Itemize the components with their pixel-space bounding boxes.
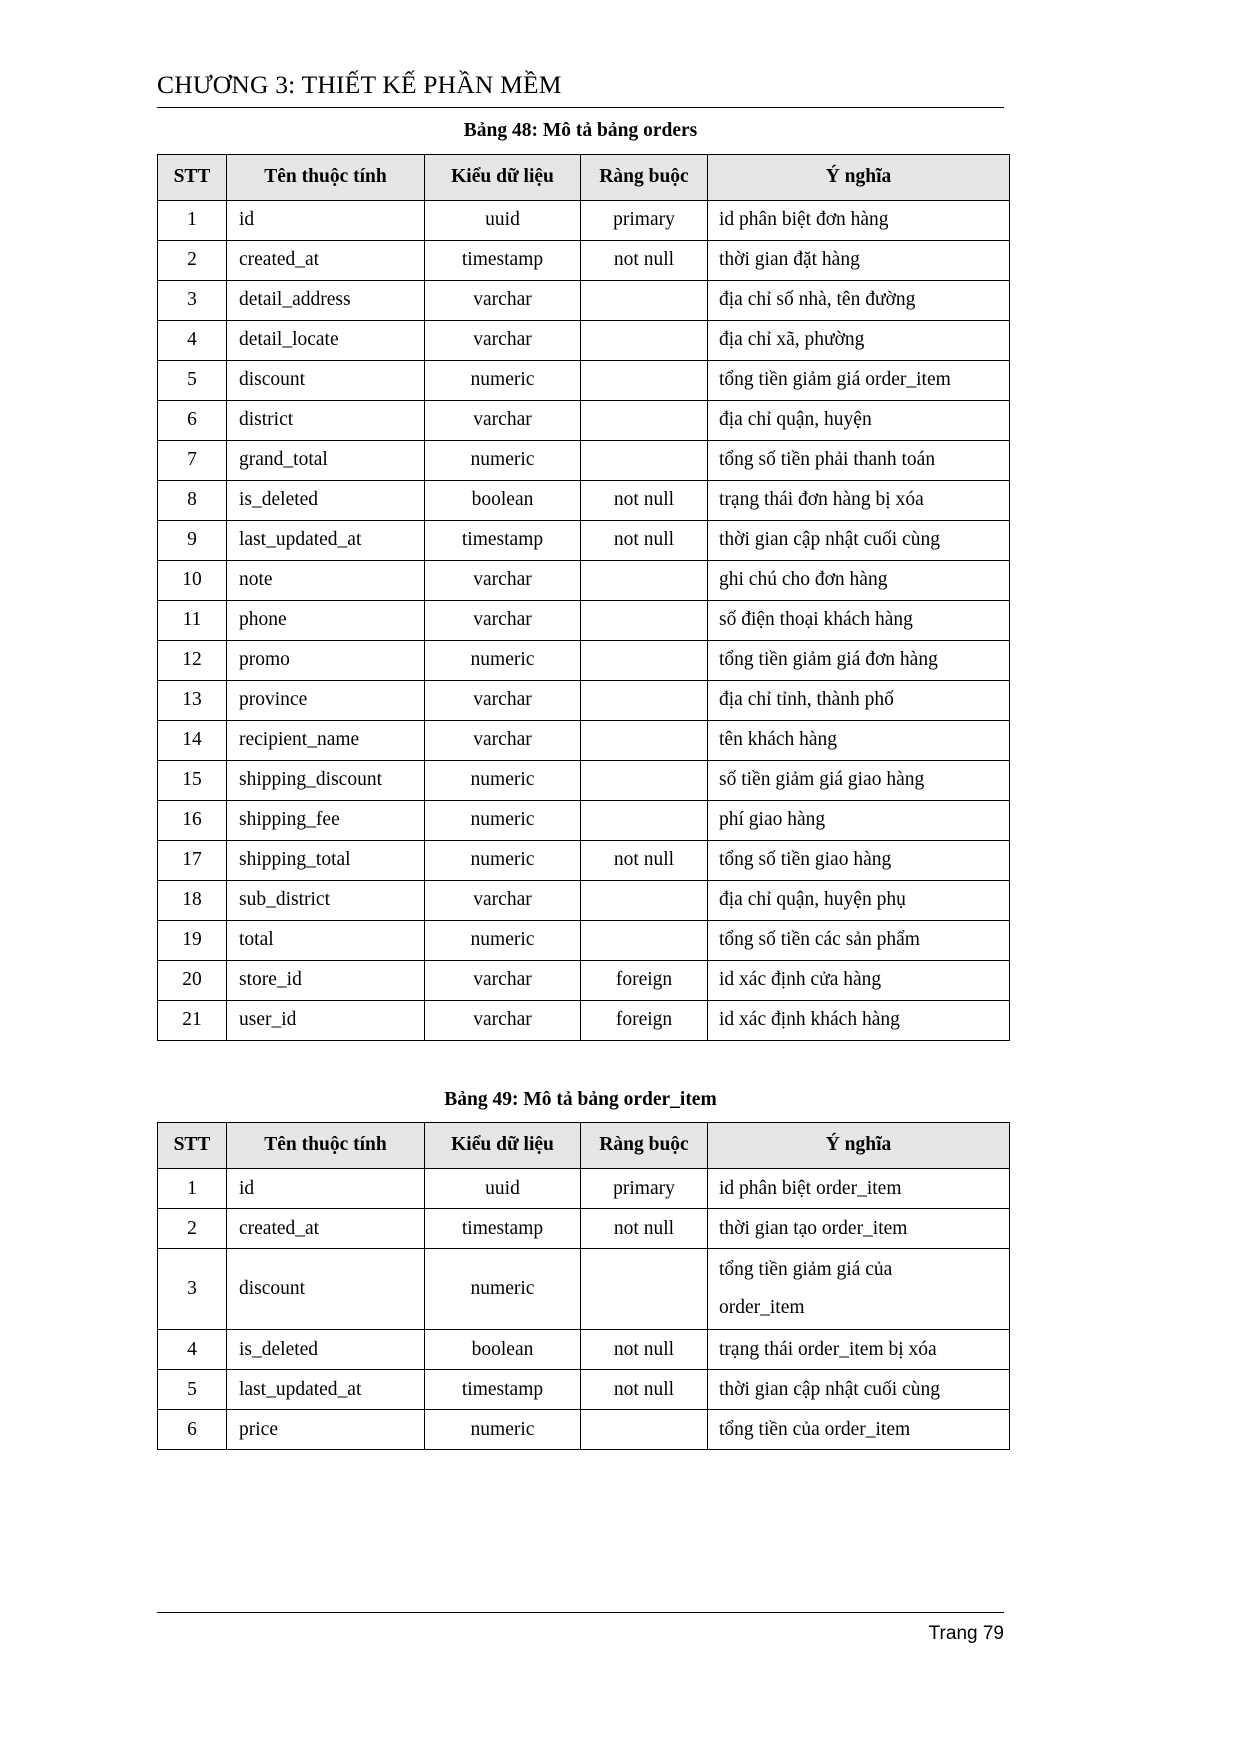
cell-attribute-name: discount (227, 1249, 425, 1330)
table-row (158, 1249, 1010, 1330)
cell-meaning: trạng thái đơn hàng bị xóa (708, 480, 1010, 520)
cell-stt: 6 (158, 1410, 227, 1450)
cell-attribute-name: id (227, 200, 425, 240)
page-footer (157, 1612, 1004, 1645)
cell-constraint (581, 800, 708, 840)
cell-stt: 5 (158, 360, 227, 400)
cell-constraint (581, 360, 708, 400)
table-row (158, 1209, 1010, 1249)
cell-stt: 19 (158, 920, 227, 960)
column-header-data-type: Kiểu dữ liệu (425, 154, 581, 200)
cell-meaning: tổng tiền giảm giá đơn hàng (708, 640, 1010, 680)
cell-attribute-name: last_updated_at (227, 520, 425, 560)
table-row (158, 280, 1010, 320)
cell-data-type: numeric (425, 640, 581, 680)
table-caption-48: Bảng 48: Mô tả bảng orders (463, 120, 698, 142)
column-header-stt: STT (158, 154, 227, 200)
column-header-stt: STT (158, 1123, 227, 1169)
cell-constraint (581, 1249, 708, 1330)
cell-constraint (581, 880, 708, 920)
cell-data-type: numeric (425, 800, 581, 840)
cell-meaning: tổng tiền của order_item (708, 1410, 1010, 1450)
cell-attribute-name: promo (227, 640, 425, 680)
cell-data-type: varchar (425, 880, 581, 920)
cell-attribute-name: district (227, 400, 425, 440)
cell-data-type: numeric (425, 360, 581, 400)
cell-meaning: địa chỉ số nhà, tên đường (708, 280, 1010, 320)
cell-meaning: thời gian cập nhật cuối cùng (708, 1370, 1010, 1410)
cell-data-type: timestamp (425, 1370, 581, 1410)
cell-constraint (581, 1410, 708, 1450)
cell-meaning: thời gian cập nhật cuối cùng (708, 520, 1010, 560)
cell-data-type: numeric (425, 760, 581, 800)
cell-data-type: varchar (425, 680, 581, 720)
cell-attribute-name: shipping_fee (227, 800, 425, 840)
cell-attribute-name: phone (227, 600, 425, 640)
cell-meaning: tổng số tiền các sản phẩm (708, 920, 1010, 960)
orders-table-body (158, 200, 1010, 1040)
table-row (158, 240, 1010, 280)
cell-meaning: id xác định cửa hàng (708, 960, 1010, 1000)
table-row (158, 720, 1010, 760)
cell-data-type: varchar (425, 280, 581, 320)
cell-data-type: numeric (425, 920, 581, 960)
cell-meaning: ghi chú cho đơn hàng (708, 560, 1010, 600)
cell-stt: 20 (158, 960, 227, 1000)
cell-meaning: phí giao hàng (708, 800, 1010, 840)
cell-data-type: boolean (425, 480, 581, 520)
cell-data-type: numeric (425, 1249, 581, 1330)
cell-constraint: not null (581, 480, 708, 520)
running-header: CHƯƠNG 3: THIẾT KẾ PHẦN MỀM (157, 70, 562, 99)
table-row (158, 440, 1010, 480)
cell-stt: 3 (158, 280, 227, 320)
header-divider (157, 107, 1004, 108)
cell-constraint (581, 760, 708, 800)
cell-constraint: not null (581, 1209, 708, 1249)
cell-constraint (581, 640, 708, 680)
cell-attribute-name: created_at (227, 1209, 425, 1249)
cell-stt: 14 (158, 720, 227, 760)
table-row (158, 920, 1010, 960)
cell-meaning-line: order_item (719, 1297, 805, 1319)
cell-data-type: numeric (425, 840, 581, 880)
cell-attribute-name: user_id (227, 1000, 425, 1040)
column-header-data-type: Kiểu dữ liệu (425, 1123, 581, 1169)
column-header-meaning: Ý nghĩa (708, 1123, 1010, 1169)
cell-meaning: tổng tiền giảm giá order_item (708, 360, 1010, 400)
cell-stt: 21 (158, 1000, 227, 1040)
footer-divider (157, 1612, 1004, 1613)
cell-meaning: địa chỉ tỉnh, thành phố (708, 680, 1010, 720)
table-header-row (158, 154, 1010, 200)
table-row (158, 480, 1010, 520)
cell-stt: 4 (158, 320, 227, 360)
orders-table-head (158, 154, 1010, 200)
cell-stt: 12 (158, 640, 227, 680)
cell-meaning: tên khách hàng (708, 720, 1010, 760)
cell-stt: 8 (158, 480, 227, 520)
table-header-row (158, 1123, 1010, 1169)
cell-data-type: varchar (425, 720, 581, 760)
table-row (158, 200, 1010, 240)
cell-data-type: numeric (425, 1410, 581, 1450)
column-header-meaning: Ý nghĩa (708, 154, 1010, 200)
cell-data-type: varchar (425, 320, 581, 360)
order-item-table-head (158, 1123, 1010, 1169)
cell-constraint: not null (581, 840, 708, 880)
cell-constraint: foreign (581, 1000, 708, 1040)
cell-stt: 3 (158, 1249, 227, 1330)
cell-stt: 4 (158, 1330, 227, 1370)
table-row (158, 760, 1010, 800)
cell-attribute-name: created_at (227, 240, 425, 280)
cell-stt: 6 (158, 400, 227, 440)
cell-stt: 16 (158, 800, 227, 840)
cell-data-type: varchar (425, 600, 581, 640)
cell-data-type: varchar (425, 400, 581, 440)
cell-meaning (708, 1249, 1010, 1330)
cell-meaning: địa chỉ xã, phường (708, 320, 1010, 360)
cell-constraint: not null (581, 520, 708, 560)
cell-data-type: timestamp (425, 240, 581, 280)
cell-constraint (581, 600, 708, 640)
cell-stt: 1 (158, 1169, 227, 1209)
cell-data-type: numeric (425, 440, 581, 480)
cell-attribute-name: is_deleted (227, 1330, 425, 1370)
cell-attribute-name: total (227, 920, 425, 960)
cell-constraint (581, 400, 708, 440)
cell-constraint: not null (581, 1330, 708, 1370)
table-row (158, 1370, 1010, 1410)
cell-meaning: địa chỉ quận, huyện (708, 400, 1010, 440)
cell-stt: 2 (158, 1209, 227, 1249)
cell-stt: 15 (158, 760, 227, 800)
cell-attribute-name: grand_total (227, 440, 425, 480)
cell-data-type: varchar (425, 960, 581, 1000)
cell-constraint (581, 720, 708, 760)
cell-constraint: foreign (581, 960, 708, 1000)
cell-meaning: thời gian tạo order_item (708, 1209, 1010, 1249)
cell-stt: 9 (158, 520, 227, 560)
table-row (158, 960, 1010, 1000)
cell-constraint: primary (581, 1169, 708, 1209)
cell-data-type: timestamp (425, 520, 581, 560)
cell-constraint (581, 320, 708, 360)
cell-data-type: uuid (425, 200, 581, 240)
cell-stt: 1 (158, 200, 227, 240)
column-header-constraint: Ràng buộc (581, 154, 708, 200)
cell-meaning: tổng số tiền phải thanh toán (708, 440, 1010, 480)
cell-constraint (581, 440, 708, 480)
cell-meaning: địa chỉ quận, huyện phụ (708, 880, 1010, 920)
table-caption-49: Bảng 49: Mô tả bảng order_item (444, 1088, 717, 1110)
order-item-table-body (158, 1169, 1010, 1450)
cell-attribute-name: sub_district (227, 880, 425, 920)
cell-constraint (581, 280, 708, 320)
cell-constraint: not null (581, 240, 708, 280)
table-row (158, 680, 1010, 720)
cell-meaning-line: tổng tiền giảm giá của (719, 1259, 893, 1280)
page-number: Trang 79 (928, 1623, 1004, 1644)
table-row (158, 880, 1010, 920)
table-row (158, 1000, 1010, 1040)
table-row (158, 840, 1010, 880)
table-row (158, 400, 1010, 440)
cell-attribute-name: recipient_name (227, 720, 425, 760)
cell-attribute-name: id (227, 1169, 425, 1209)
cell-meaning: thời gian đặt hàng (708, 240, 1010, 280)
cell-attribute-name: price (227, 1410, 425, 1450)
cell-stt: 11 (158, 600, 227, 640)
table-row (158, 360, 1010, 400)
table-row (158, 800, 1010, 840)
cell-attribute-name: shipping_discount (227, 760, 425, 800)
cell-meaning: trạng thái order_item bị xóa (708, 1330, 1010, 1370)
cell-meaning: số điện thoại khách hàng (708, 600, 1010, 640)
table-row (158, 320, 1010, 360)
table-row (158, 600, 1010, 640)
cell-meaning: id xác định khách hàng (708, 1000, 1010, 1040)
cell-data-type: varchar (425, 1000, 581, 1040)
column-header-attribute-name: Tên thuộc tính (227, 1123, 425, 1169)
cell-stt: 2 (158, 240, 227, 280)
column-header-attribute-name: Tên thuộc tính (227, 154, 425, 200)
table-row (158, 1169, 1010, 1209)
page-content (157, 70, 1004, 1450)
cell-attribute-name: is_deleted (227, 480, 425, 520)
cell-stt: 10 (158, 560, 227, 600)
cell-attribute-name: shipping_total (227, 840, 425, 880)
cell-meaning: tổng số tiền giao hàng (708, 840, 1010, 880)
cell-attribute-name: province (227, 680, 425, 720)
cell-attribute-name: detail_address (227, 280, 425, 320)
cell-attribute-name: note (227, 560, 425, 600)
cell-stt: 7 (158, 440, 227, 480)
cell-attribute-name: store_id (227, 960, 425, 1000)
cell-stt: 5 (158, 1370, 227, 1410)
order-item-table (157, 1122, 1010, 1450)
cell-constraint (581, 560, 708, 600)
table-row (158, 520, 1010, 560)
cell-meaning: id phân biệt order_item (708, 1169, 1010, 1209)
table-row (158, 1330, 1010, 1370)
cell-stt: 18 (158, 880, 227, 920)
cell-attribute-name: last_updated_at (227, 1370, 425, 1410)
cell-constraint: not null (581, 1370, 708, 1410)
cell-attribute-name: detail_locate (227, 320, 425, 360)
cell-data-type: uuid (425, 1169, 581, 1209)
cell-meaning: số tiền giảm giá giao hàng (708, 760, 1010, 800)
cell-stt: 17 (158, 840, 227, 880)
cell-constraint (581, 920, 708, 960)
cell-data-type: timestamp (425, 1209, 581, 1249)
column-header-constraint: Ràng buộc (581, 1123, 708, 1169)
cell-constraint: primary (581, 200, 708, 240)
cell-stt: 13 (158, 680, 227, 720)
cell-meaning: id phân biệt đơn hàng (708, 200, 1010, 240)
table-row (158, 1410, 1010, 1450)
table-row (158, 560, 1010, 600)
cell-data-type: boolean (425, 1330, 581, 1370)
orders-table (157, 154, 1010, 1041)
cell-constraint (581, 680, 708, 720)
table-row (158, 640, 1010, 680)
table-gap (157, 1041, 1004, 1087)
cell-attribute-name: discount (227, 360, 425, 400)
cell-data-type: varchar (425, 560, 581, 600)
